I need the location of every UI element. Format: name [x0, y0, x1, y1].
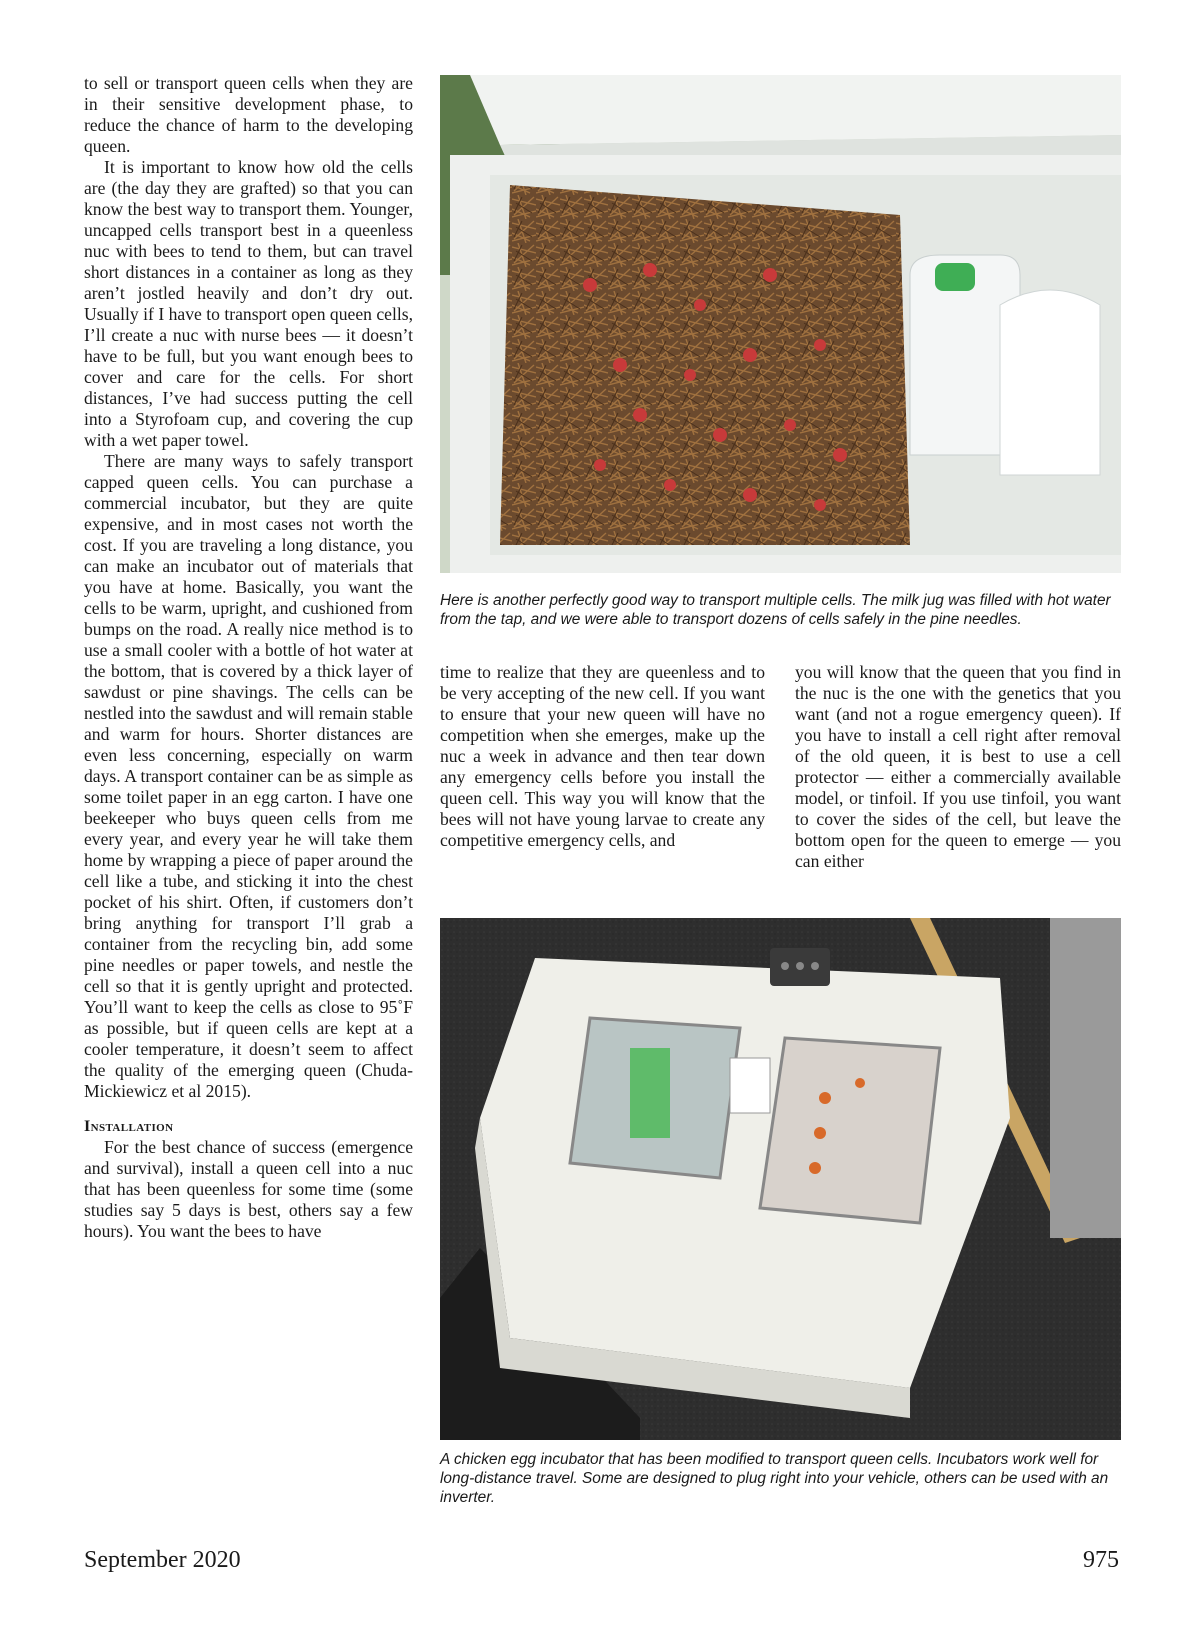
incubator-photo	[440, 918, 1121, 1440]
page-number: 975	[1083, 1547, 1119, 1573]
left-paragraph-2: It is important to know how old the cells are (the day they are grafted) so that you can know the best way to transport them. Younger, uncapped cells transport best in a queenless nuc with bees to tend to them, but can travel short distances in a container as long as they aren’t jostled heavily and don’t dry out. Usually if I have to transport open queen cells, I’ll create a nuc with nurse bees — it doesn’t have to be full, but you want enough bees to cover and care for the cells. For short distances, I’ve had success putting the cell into a Styrofoam cup, and covering the cup with a wet paper towel.	[84, 157, 413, 450]
middle-paragraph: time to realize that they are queenless and to be very accepting of the new cell. If you want to ensure that your new queen will have no competition when she emerges, make up the nuc a week in advance and then tear down any emergency cells before you install the queen cell. This way you will know that the bees will not have young larvae to create any competitive emergency cells, and	[440, 662, 765, 850]
left-paragraph-installation: For the best chance of success (emergence and survival), install a queen cell into a nuc that has been queenless for some time (some studies say 5 days is best, others say a few hours). You want the bees to have	[84, 1137, 413, 1241]
left-text-column	[84, 73, 413, 1242]
footer-date: September 2020	[84, 1547, 241, 1573]
middle-text-column	[440, 662, 765, 851]
right-text-column	[795, 662, 1121, 872]
right-paragraph: you will know that the queen that you find in the nuc is the one with the genetics that you want (and not a rogue emergency queen). If you have to install a cell right after removal of the old queen, it is best to use a cell protector — either a commercially available model, or tinfoil. If you use tinfoil, you want to cover the sides of the cell, but leave the bottom open for the queen to emerge — you can either	[795, 662, 1121, 871]
cooler-transport-photo	[440, 75, 1121, 573]
section-heading-installation: Installation	[84, 1118, 174, 1135]
left-paragraph-3: There are many ways to safely transport capped queen cells. You can purchase a commercial incubator, but they are quite expensive, and in most cases not worth the cost. If you are traveling a long distance, you can make an incubator out of materials that you have at home. Basically, you want the cells to be warm, upright, and cushioned from bumps on the road. A really nice method is to use a small cooler with a bottle of hot water at the bottom, that is covered by a thick layer of sawdust or pine shavings. The cells can be nestled into the sawdust and will remain stable and warm for hours. Shorter distances are even less concerning, especially on warm days. A transport container can be as simple as some toilet paper in an egg carton. I have one beekeeper who buys queen cells from me every year, and every year he will take them home by wrapping a piece of paper around the cell like a tube, and sticking it into the chest pocket of his shirt. Often, if customers don’t bring anything for transport I’ll grab a container from the recycling bin, add some pine needles or paper towels, and nestle the cell so that it is gently upright and protected. You’ll want to keep the cells as close to 95˚F as possible, but if queen cells are kept at a cooler temperature, it doesn’t seem to affect the quality of the emerging queen (Chuda-Mickiewicz et al 2015).	[84, 451, 413, 1101]
caption-bottom-photo: A chicken egg incubator that has been modified to transport queen cells. Incubators work well for long-distance travel. Some are designed to plug right into your vehicle, others can be used with an inverter.	[440, 1451, 1109, 1506]
left-paragraph-1: to sell or transport queen cells when they are in their sensitive development phase, to reduce the chance of harm to the developing queen.	[84, 73, 413, 156]
caption-top-photo: Here is another perfectly good way to transport multiple cells. The milk jug was filled with hot water from the tap, and we were able to transport dozens of cells safely in the pine needles.	[440, 592, 1111, 628]
